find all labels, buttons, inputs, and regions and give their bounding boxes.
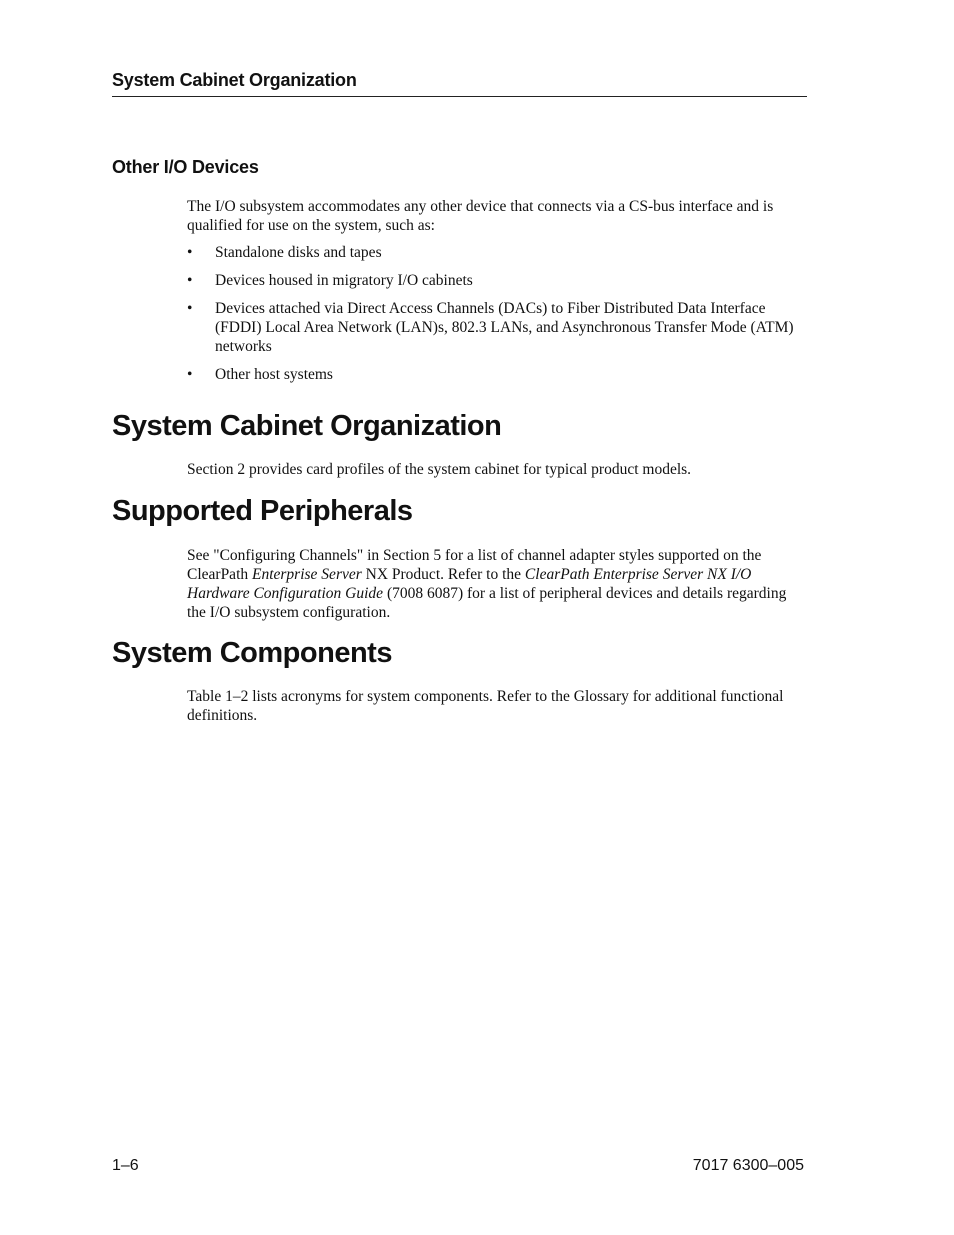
- peripherals-body: [187, 546, 807, 622]
- running-header: System Cabinet Organization: [112, 70, 807, 97]
- list-item: [187, 299, 807, 356]
- bullet-dot: •: [187, 300, 193, 317]
- peripherals-body-italic-2: ClearPath Enterprise Server NX I/O Hardware Configuration Guide: [187, 566, 752, 602]
- list-item: [187, 271, 807, 290]
- other-io-bullet-list: [187, 243, 807, 393]
- other-io-intro: The I/O subsystem accommodates any other device that connects via a CS-bus interface and is qualified for use on the system, such as:: [187, 198, 774, 234]
- heading-supported-peripherals: Supported Peripherals: [112, 495, 413, 527]
- list-item-text: Devices housed in migratory I/O cabinets: [215, 272, 473, 289]
- list-item-text: Devices attached via Direct Access Channels (DACs) to Fiber Distributed Data Interface (FDDI) Local Area Network (LAN)s, 802.3 LANs, and Asynchronous Transfer Mode (ATM) networks: [215, 300, 794, 355]
- footer-doc-number: 7017 6300–005: [692, 1157, 804, 1174]
- bullet-dot: •: [187, 272, 193, 289]
- peripherals-body-text-3: (7008 6087) for a list of peripheral devices and details regarding the I/O subsystem configuration.: [187, 585, 787, 621]
- bullet-dot: •: [187, 366, 193, 383]
- cabinet-body: Section 2 provides card profiles of the system cabinet for typical product models.: [187, 461, 692, 478]
- list-item-text: Standalone disks and tapes: [215, 244, 382, 261]
- list-item: [187, 365, 807, 384]
- footer-page-number: 1–6: [112, 1157, 139, 1174]
- list-item-text: Other host systems: [215, 366, 333, 383]
- heading-system-cabinet-organization: System Cabinet Organization: [112, 410, 502, 442]
- peripherals-body-text-1: See "Configuring Channels" in Section 5 for a list of channel adapter styles supported on the ClearPath: [187, 547, 762, 583]
- peripherals-body-text-2: NX Product. Refer to the: [361, 566, 525, 583]
- list-item: [187, 243, 807, 262]
- peripherals-body-italic-1: Enterprise Server: [252, 566, 362, 583]
- heading-other-io-devices: Other I/O Devices: [112, 157, 259, 177]
- bullet-dot: •: [187, 244, 193, 261]
- heading-system-components: System Components: [112, 637, 392, 669]
- components-body: Table 1–2 lists acronyms for system components. Refer to the Glossary for additional functional definitions.: [187, 688, 784, 724]
